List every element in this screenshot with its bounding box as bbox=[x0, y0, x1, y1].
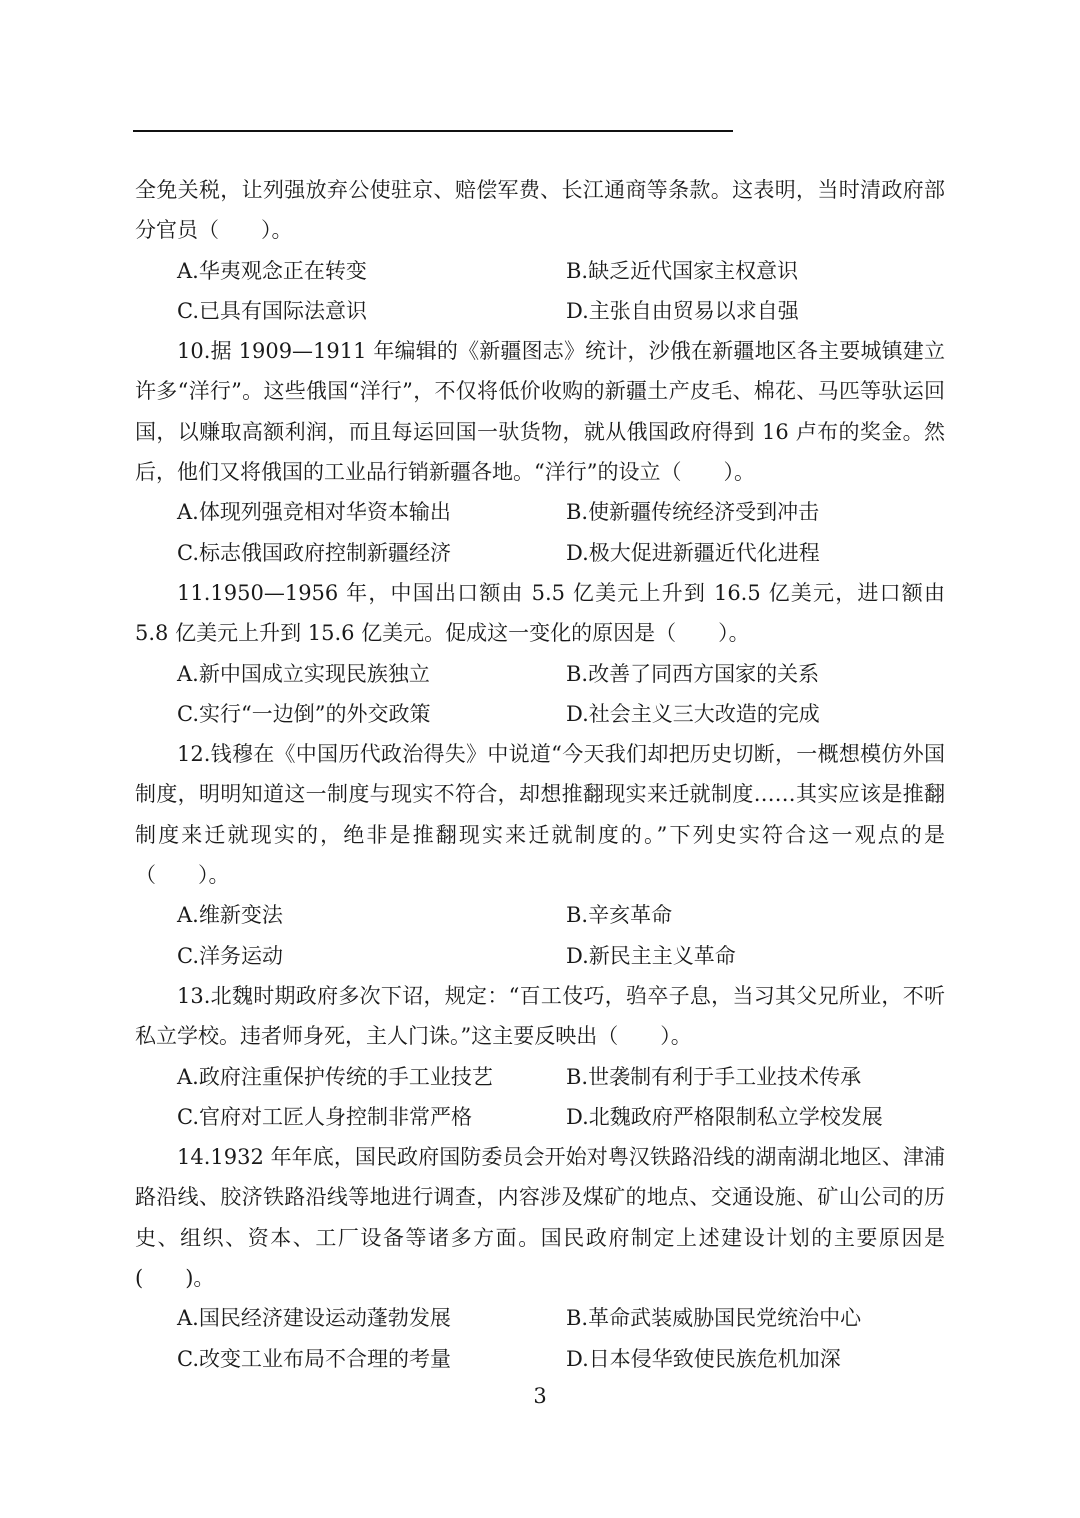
option-c: C.改变工业布局不合理的考量 bbox=[177, 1346, 451, 1371]
option-row bbox=[135, 291, 945, 331]
option-row bbox=[135, 654, 945, 694]
page-number: 3 bbox=[533, 1384, 547, 1408]
question-10 bbox=[135, 331, 945, 573]
option-a: A.政府注重保护传统的手工业技艺 bbox=[177, 1064, 493, 1089]
option-b: B.使新疆传统经济受到冲击 bbox=[566, 500, 820, 525]
option-b: B.改善了同西方国家的关系 bbox=[566, 661, 820, 686]
question-11 bbox=[135, 573, 945, 734]
option-row bbox=[135, 1057, 945, 1097]
option-c: C.实行“一边倒”的外交政策 bbox=[177, 701, 431, 726]
option-a: A.国民经济建设运动蓬勃发展 bbox=[177, 1306, 451, 1331]
option-a: A.维新变法 bbox=[177, 903, 283, 928]
question-list bbox=[135, 170, 945, 1379]
question-stem: 11.1950—1956 年，中国出口额由 5.5 亿美元上升到 16.5 亿美元，进口额由 5.8 亿美元上升到 15.6 亿美元。促成这一变化的原因是（ ）。 bbox=[135, 580, 945, 646]
question-14 bbox=[135, 1137, 945, 1379]
option-c: C.标志俄国政府控制新疆经济 bbox=[177, 540, 451, 565]
option-d: D.新民主主义革命 bbox=[566, 943, 736, 968]
question-stem: 全免关税，让列强放弃公使驻京、赔偿军费、长江通商等条款。这表明，当时清政府部分官员（ ）。 bbox=[135, 178, 945, 243]
option-b: B.革命武装威胁国民党统治中心 bbox=[566, 1306, 862, 1331]
question-stem: 14.1932 年年底，国民政府国防委员会开始对粤汉铁路沿线的湖南湖北地区、津浦路沿线、胶济铁路沿线等地进行调查，内容涉及煤矿的地点、交通设施、矿山公司的历史、组织、资本、工厂设备等诸多方面。国民政府制定上述建设计划的主要原因是( )。 bbox=[135, 1145, 945, 1291]
question-stem: 10.据 1909—1911 年编辑的《新疆图志》统计，沙俄在新疆地区各主要城镇建立许多“洋行”。这些俄国“洋行”，不仅将低价收购的新疆土产皮毛、棉花、马匹等驮运回国，以赚取高额利润，而且每运回国一驮货物，就从俄国政府得到 16 卢布的奖金。然后，他们又将俄国的工业品行销新疆各地。“洋行”的设立（ ）。 bbox=[135, 339, 945, 485]
question-9 bbox=[135, 170, 945, 331]
option-a: A.华夷观念正在转变 bbox=[177, 258, 367, 283]
option-a: A.体现列强竞相对华资本输出 bbox=[177, 500, 451, 525]
question-stem: 12.钱穆在《中国历代政治得失》中说道“今天我们却把历史切断，一概想模仿外国制度，明明知道这一制度与现实不符合，却想推翻现实来迁就制度……其实应该是推翻制度来迁就现实的，绝非是推翻现实来迁就制度的。”下列史实符合这一观点的是（ ）。 bbox=[135, 742, 945, 888]
option-c: C.官府对工匠人身控制非常严格 bbox=[177, 1104, 472, 1129]
option-c: C.已具有国际法意识 bbox=[177, 298, 367, 323]
option-row bbox=[135, 694, 945, 734]
header-rule bbox=[133, 130, 733, 132]
option-d: D.极大促进新疆近代化进程 bbox=[566, 540, 820, 565]
question-12 bbox=[135, 734, 945, 976]
option-row bbox=[135, 1298, 945, 1338]
option-b: B.世袭制有利于手工业技术传承 bbox=[566, 1064, 862, 1089]
option-a: A.新中国成立实现民族独立 bbox=[177, 661, 430, 686]
option-d: D.主张自由贸易以求自强 bbox=[566, 298, 799, 323]
question-stem: 13.北魏时期政府多次下诏，规定：“百工伎巧，驺卒子息，当习其父兄所业，不听私立学校。违者师身死，主人门诛。”这主要反映出（ ）。 bbox=[135, 983, 945, 1049]
option-row bbox=[135, 533, 945, 573]
option-row bbox=[135, 251, 945, 291]
option-d: D.日本侵华致使民族危机加深 bbox=[566, 1346, 841, 1371]
option-d: D.北魏政府严格限制私立学校发展 bbox=[566, 1104, 883, 1129]
option-row bbox=[135, 492, 945, 532]
option-c: C.洋务运动 bbox=[177, 943, 283, 968]
option-b: B.缺乏近代国家主权意识 bbox=[566, 258, 799, 283]
option-b: B.辛亥革命 bbox=[566, 903, 673, 928]
option-row bbox=[135, 1097, 945, 1137]
option-d: D.社会主义三大改造的完成 bbox=[566, 701, 820, 726]
question-13 bbox=[135, 976, 945, 1137]
option-row bbox=[135, 895, 945, 935]
option-row bbox=[135, 936, 945, 976]
option-row bbox=[135, 1339, 945, 1379]
